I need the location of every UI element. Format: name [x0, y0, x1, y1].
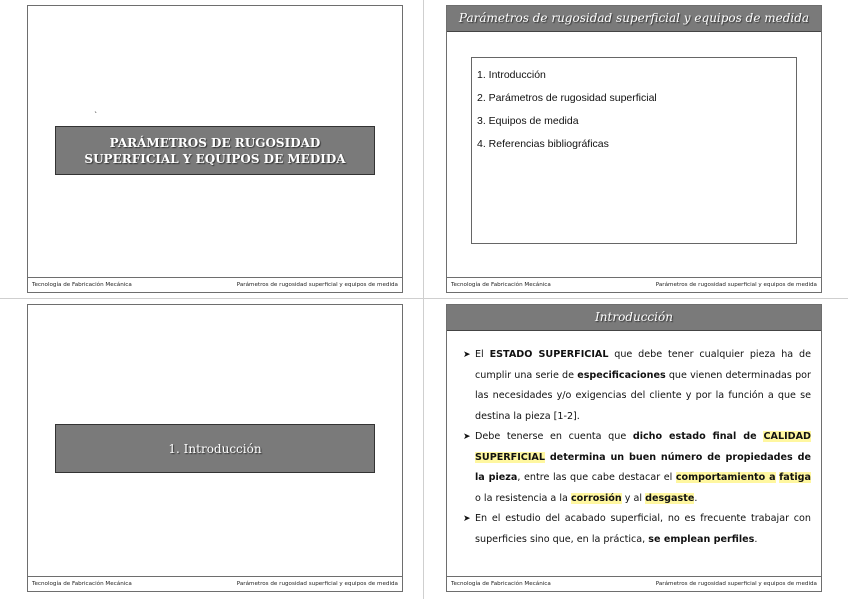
footer-course: Tecnología de Fabricación Mecánica: [451, 282, 551, 288]
slide-introduccion: [446, 304, 822, 592]
footer-course: Tecnología de Fabricación Mecánica: [451, 581, 551, 587]
slide-section: [27, 304, 403, 592]
footer-rule: [28, 277, 402, 278]
slide-title: [27, 5, 403, 293]
bullet-item: [463, 345, 811, 427]
bullet-list: [463, 345, 811, 550]
main-title: PARÁMETROS DE RUGOSIDAD SUPERFICIAL Y EQUIPOS DE MEDIDA: [55, 126, 375, 175]
footer-course: Tecnología de Fabricación Mecánica: [32, 282, 132, 288]
footer-course: Tecnología de Fabricación Mecánica: [32, 581, 132, 587]
bullet-text: Debe tenerse en cuenta que dicho estado final de CALIDAD SUPERFICIAL determina un buen número de propiedades de la pieza, entre las que cabe destacar el comportamiento a fatiga o la resistencia a la corrosión y al desgaste.: [475, 431, 811, 504]
bullet-text: El ESTADO SUPERFICIAL que debe tener cualquier pieza ha de cumplir una serie de especificaciones que vienen determinadas por las necesidades y/o exigencias del cliente y por la función a que se destina la pieza [1-2].: [475, 349, 811, 422]
stray-mark: `: [94, 111, 98, 120]
footer-rule: [447, 277, 821, 278]
footer-rule: [28, 576, 402, 577]
bullet-item: [463, 509, 811, 550]
footer-rule: [447, 576, 821, 577]
page-divider-vertical: [423, 0, 424, 599]
toc-item-equipos[interactable]: 3. Equipos de medida: [477, 115, 579, 127]
highlight-corrosion: corrosión: [570, 492, 622, 504]
section-title: 1. Introducción: [55, 424, 375, 473]
highlight-calidad: CALIDAD SUPERFICIAL: [475, 431, 811, 463]
toc-item-introduccion[interactable]: 1. Introducción: [477, 69, 546, 81]
slide-contents: [446, 5, 822, 293]
bullet-text: En el estudio del acabado superficial, no es frecuente trabajar con superficies sino que, en la práctica, se emplean perfiles.: [475, 513, 811, 545]
toc-item-parametros[interactable]: 2. Parámetros de rugosidad superficial: [477, 92, 657, 104]
footer-topic: Parámetros de rugosidad superficial y equipos de medida: [655, 282, 817, 288]
footer-topic: Parámetros de rugosidad superficial y equipos de medida: [236, 581, 398, 587]
footer-topic: Parámetros de rugosidad superficial y equipos de medida: [236, 282, 398, 288]
arrow-bullet-icon: ➤: [463, 350, 471, 360]
highlight-desgaste: desgaste: [645, 492, 695, 504]
bullet-item: [463, 427, 811, 509]
highlight-comportamiento: comportamiento a: [675, 472, 776, 483]
arrow-bullet-icon: ➤: [463, 432, 471, 442]
toc-item-referencias[interactable]: 4. Referencias bibliográficas: [477, 138, 609, 150]
slide-header: Parámetros de rugosidad superficial y equipos de medida: [447, 6, 821, 32]
footer-topic: Parámetros de rugosidad superficial y equipos de medida: [655, 581, 817, 587]
slide-header: Introducción: [447, 305, 821, 331]
highlight-fatiga: fatiga: [779, 472, 811, 483]
table-of-contents: [471, 57, 797, 244]
page-divider-horizontal: [0, 298, 848, 299]
arrow-bullet-icon: ➤: [463, 514, 471, 524]
